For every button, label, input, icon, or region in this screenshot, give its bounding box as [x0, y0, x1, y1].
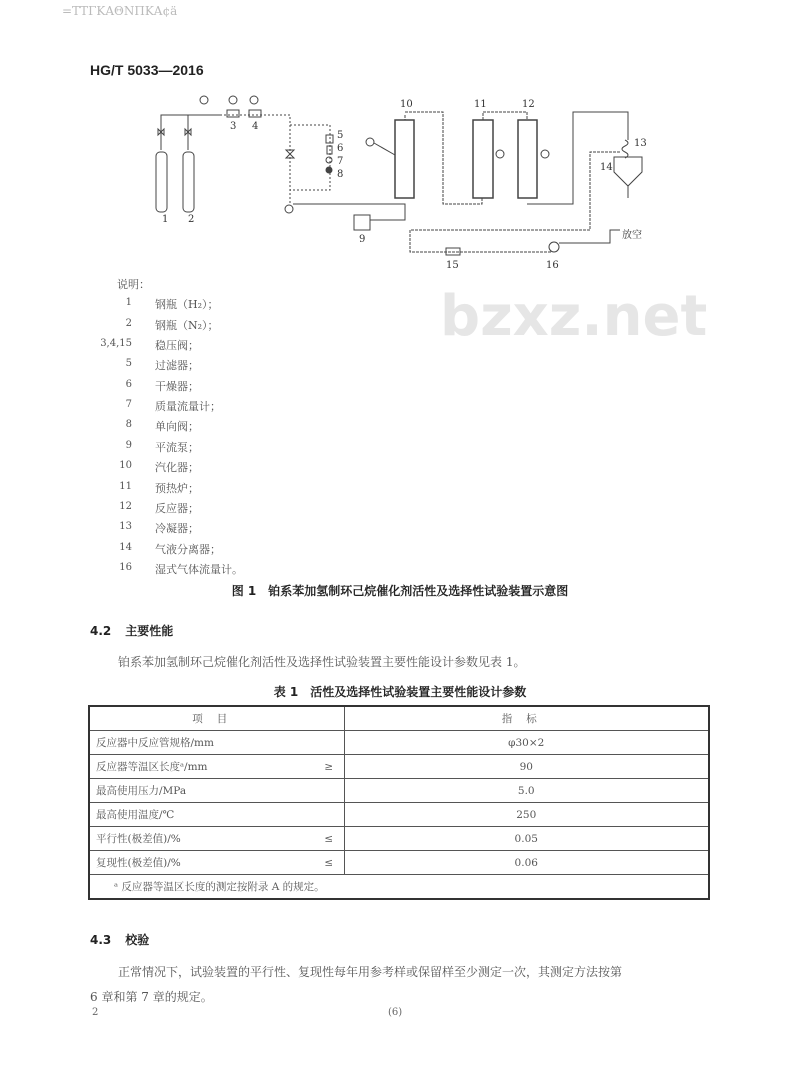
scan-watermark-text: =ΤΤΓΚΑΘΝΠΚΑ¢ä	[62, 4, 178, 18]
legend-number: 10	[119, 460, 132, 471]
section-number: 4.2	[90, 624, 112, 638]
label-3: 3	[230, 121, 237, 132]
legend-text: 稳压阀；	[155, 339, 199, 352]
cell-item: 最高使用压力/MPa	[89, 779, 314, 803]
legend-number: 6	[125, 379, 132, 390]
legend-text: 过滤器；	[155, 359, 199, 372]
valve-icons	[158, 129, 191, 135]
legend-number: 12	[119, 501, 132, 512]
section-heading-4-3	[90, 931, 163, 948]
header-value: 指标	[344, 706, 709, 731]
apparatus-diagram	[0, 0, 800, 345]
legend-text: 钢瓶（N₂）；	[155, 319, 219, 332]
cell-operator: ≤	[314, 851, 344, 875]
cylinder-h2	[156, 152, 167, 212]
label-14: 14	[600, 162, 613, 173]
cell-value: 0.06	[344, 851, 709, 875]
parameters-table	[88, 705, 710, 900]
valve-icon	[286, 150, 294, 158]
cell-value: 90	[344, 755, 709, 779]
legend-text: 单向阀；	[155, 420, 199, 433]
section-heading-4-2	[90, 622, 187, 639]
reactor-12	[518, 120, 537, 198]
cell-value: φ30×2	[344, 731, 709, 755]
cell-value: 250	[344, 803, 709, 827]
cell-item: 平行性(极差值)/%	[89, 827, 314, 851]
label-12: 12	[522, 99, 535, 110]
legend-number: 13	[119, 521, 132, 532]
table-row	[89, 779, 709, 803]
legend-number: 1	[125, 297, 132, 308]
gauge-icon	[285, 205, 293, 213]
header-item: 项目	[89, 706, 344, 731]
legend-number: 8	[125, 419, 132, 430]
cell-item: 复现性(极差值)/%	[89, 851, 314, 875]
legend-number: 7	[125, 399, 132, 410]
cell-operator	[314, 731, 344, 755]
legend-number: 3,4,15	[100, 338, 132, 349]
section-title: 主要性能	[125, 624, 174, 638]
table-header-row	[89, 706, 709, 731]
page-number: 2	[92, 1007, 99, 1018]
cell-operator: ≥	[314, 755, 344, 779]
regulator-3	[227, 110, 239, 117]
section-number: 4.3	[90, 933, 112, 947]
legend-text: 反应器；	[155, 502, 199, 515]
legend-number: 5	[125, 358, 132, 369]
cell-operator	[314, 779, 344, 803]
label-5: 5	[337, 130, 344, 141]
separator-14	[614, 157, 642, 186]
label-10: 10	[400, 99, 413, 110]
legend-title: 说明：	[117, 278, 150, 291]
legend-text: 钢瓶（H₂）；	[155, 298, 219, 311]
condenser-13	[622, 140, 628, 158]
label-9: 9	[359, 234, 366, 245]
label-13: 13	[634, 138, 647, 149]
preheater-11	[473, 120, 493, 198]
label-8: 8	[337, 169, 344, 180]
table-title: 表 1 活性及选择性试验装置主要性能设计参数	[273, 685, 527, 699]
gauge-icon	[200, 96, 208, 104]
legend-text: 汽化器；	[155, 461, 199, 474]
legend-number: 9	[125, 440, 132, 451]
regulator-4	[249, 110, 261, 117]
legend-number: 11	[119, 481, 132, 492]
table-row	[89, 827, 709, 851]
table-row	[89, 731, 709, 755]
flowmeter-16	[549, 242, 559, 252]
table-footnote: ᵃ 反应器等温区长度的测定按附录 A 的规定。	[89, 875, 709, 900]
cell-operator	[314, 803, 344, 827]
cell-item: 反应器等温区长度ᵃ/mm	[89, 755, 314, 779]
table-row	[89, 803, 709, 827]
cell-item: 反应器中反应管规格/mm	[89, 731, 314, 755]
legend-text: 冷凝器；	[155, 522, 199, 535]
vaporizer-10	[395, 120, 414, 198]
vent-label: 放空	[622, 230, 642, 241]
label-15: 15	[446, 260, 459, 271]
table-row	[89, 851, 709, 875]
legend-text: 气液分离器；	[155, 543, 221, 556]
cell-item: 最高使用温度/℃	[89, 803, 314, 827]
gauge-icon	[250, 96, 258, 104]
label-1: 1	[162, 214, 169, 225]
legend-text: 预热炉；	[155, 482, 199, 495]
standard-number: HG/T 5033—2016	[90, 62, 204, 78]
footer-center-mark: (6)	[388, 1007, 403, 1018]
diagram-watermark: bzxz.net	[440, 284, 708, 345]
label-6: 6	[337, 143, 344, 154]
legend-number: 16	[119, 562, 132, 573]
legend-text: 干燥器；	[155, 380, 199, 393]
label-2: 2	[188, 214, 195, 225]
section-title: 校验	[125, 933, 150, 947]
section-4-3-paragraph-line1: 正常情况下，试验装置的平行性、复现性每年用参考样或保留样至少测定一次，其测定方法按第	[118, 965, 623, 979]
pump-9	[354, 215, 370, 230]
label-11: 11	[474, 99, 487, 110]
section-4-3-paragraph-line2: 6 章和第 7 章的规定。	[90, 990, 213, 1004]
legend-text: 湿式气体流量计。	[155, 563, 243, 576]
legend-number: 14	[119, 542, 132, 553]
cell-value: 5.0	[344, 779, 709, 803]
legend-number: 2	[125, 318, 132, 329]
cell-value: 0.05	[344, 827, 709, 851]
cylinder-n2	[183, 152, 194, 212]
table-row	[89, 755, 709, 779]
legend-text: 质量流量计；	[155, 400, 221, 413]
section-4-2-paragraph: 铂系苯加氢制环己烷催化剂活性及选择性试验装置主要性能设计参数见表 1。	[118, 655, 526, 669]
gauge-icon	[229, 96, 237, 104]
figure-caption: 图 1 铂系苯加氢制环己烷催化剂活性及选择性试验装置示意图	[231, 584, 569, 598]
label-4: 4	[252, 121, 259, 132]
label-7: 7	[337, 156, 344, 167]
legend-text: 平流泵；	[155, 441, 199, 454]
table-footnote-row	[89, 875, 709, 900]
cell-operator: ≤	[314, 827, 344, 851]
label-16: 16	[546, 260, 559, 271]
